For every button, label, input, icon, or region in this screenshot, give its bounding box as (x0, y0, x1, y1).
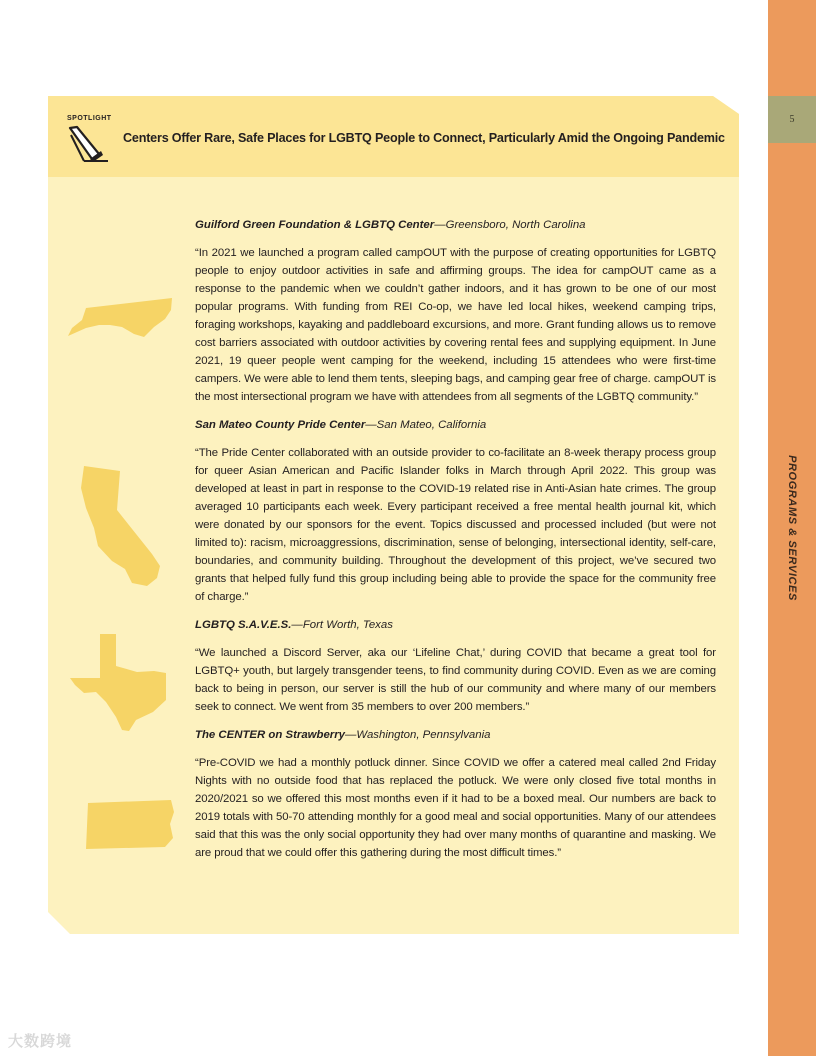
california-icon (81, 466, 160, 586)
watermark: 大数跨境 (8, 1033, 73, 1050)
entry-quote: “We launched a Discord Server, aka our ‘Lifeline Chat,’ during COVID that became a great tool for LGBTQ+ youth, but largely transgender teens, to find community during COVID. Even as we are coming back to being in person, our server is still the hub of our community and where many of our members seek to connect. We went from 35 members to over 200 members.” (195, 647, 716, 713)
spotlight-label: SPOTLIGHT (67, 115, 112, 122)
pennsylvania-icon (86, 800, 174, 849)
north-carolina-icon (68, 298, 174, 344)
entry-heading (195, 216, 716, 234)
entry-quote: “The Pride Center collaborated with an outside provider to co-facilitate an 8-week therapy process group for queer Asian American and Pacific Islander folks in March through April 2022. This group was developed at least in part in response to the COVID-19 related rise in Anti-Asian hate crimes. The group averaged 10 participants each week. Every participant received a free mental health journal kit, which were donated by our sponsors for the event. Topics discussed and processed included (but were not limited to): racism, microaggressions, discrimination, sense of belonging, intersectional identity, self-care, boundaries, and community building. Throughout the development of this project, we’ve secured two grants that helped fully fund this group including being able to provide the space for the community free of charge.” (195, 447, 716, 603)
texas-icon (70, 634, 166, 731)
organization-name: San Mateo County Pride Center (195, 419, 366, 431)
organization-location: —Washington, Pennsylvania (345, 729, 491, 741)
entry-quote: “Pre-COVID we had a monthly potluck dinner. Since COVID we offer a catered meal called 2nd Friday Nights with no outside food that has replaced the potluck. We were only closed five total months in 2020/2021 so we offered this most months even if it had to be a boxed meal. Our numbers are back to 2019 totals with 50-70 attending monthly for a good meal and social opportunities. Many of our attendees said that this was the only social opportunity they had over many months of quarantine and masking. We are proud that we could offer this gathering during the most difficult times.” (195, 757, 716, 859)
entry-quote: “In 2021 we launched a program called campOUT with the purpose of creating opportunities for LGBTQ people to enjoy outdoor activities in safe and affirming groups. The idea for campOUT came as a response to the pandemic when we couldn’t gather indoors, and it has grown to be one of our most popular programs. With funding from REI Co-op, we have led local hikes, weekend camping trips, foraging workshops, kayaking and paddleboard excursions, and more. Grant funding allows us to remove cost barriers associated with outdoor activities by covering rental fees and supplying equipment. In June 2021, 19 queer people went camping for the weekend, including 15 attendees who were first-time campers. We were able to lend them tents, sleeping bags, and camping gear free of charge. campOUT is the most intersectional program we have with attendees from all segments of the LGBTQ community.” (195, 247, 716, 403)
page-number: 5 (768, 96, 816, 143)
spotlight-icon (66, 124, 110, 164)
spotlight-title: Centers Offer Rare, Safe Places for LGBTQ People to Connect, Particularly Amid the Ongoing Pandemic (123, 131, 725, 145)
organization-name: The CENTER on Strawberry (195, 729, 346, 741)
organization-name: Guilford Green Foundation & LGBTQ Center (195, 219, 435, 231)
organization-location: —Fort Worth, Texas (291, 619, 393, 631)
section-label: PROGRAMS & SERVICES (786, 455, 798, 601)
entry-heading (195, 616, 716, 634)
organization-location: —Greensboro, North Carolina (434, 219, 586, 231)
spotlight-content (195, 216, 716, 872)
entry-heading (195, 416, 716, 434)
organization-name: LGBTQ S.A.V.E.S. (195, 619, 292, 631)
organization-location: —San Mateo, California (365, 419, 487, 431)
entry-heading (195, 726, 716, 744)
